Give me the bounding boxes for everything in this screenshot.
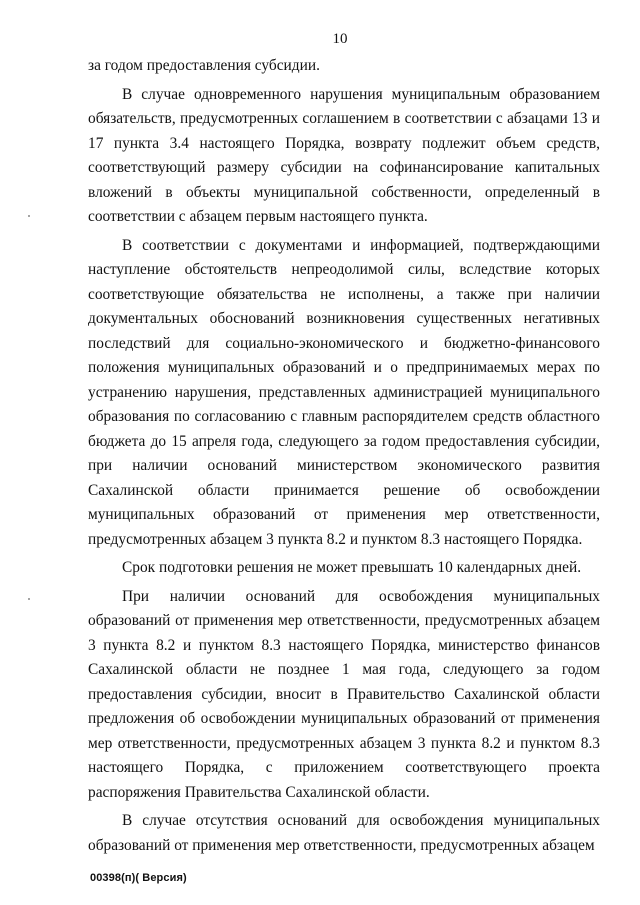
scan-speck <box>28 598 30 600</box>
page-number: 10 <box>332 31 348 47</box>
scan-speck <box>28 215 30 217</box>
paragraph-no-grounds: В случае отсутствия оснований для освобождения муниципальных образований от применения мер ответственности, предусмотренных абзацем <box>88 812 600 854</box>
paragraph-continuation: за годом предоставления субсидии. <box>88 57 320 74</box>
paragraph-return-volume: В случае одновременного нарушения муниципальным образованием обязательств, предусмотренных соглашением в соответствии с абзацами 13 и 17 пункта 3.4 настоящего Порядка, возврату подлежит объем средств, соответствующий размеру субсидии на софинансирование капитальных вложений в объекты муниципальной собственности, определенный в соответствии с абзацем первым настоящего пункта. <box>88 85 600 225</box>
paragraph-decision-deadline: Срок подготовки решения не может превышать 10 календарных дней. <box>122 559 582 576</box>
paragraph-force-majeure: В соответствии с документами и информацией, подтверждающими наступление обстоятельств непреодолимой силы, вследствие которых соответствующие обязательства не исполнены, а также при наличии документальных обоснований возникновения существенных негативных последствий для социально-экономического и бюджетно-финансового положения муниципальных образований и о предпринимаемых мерах по устранению нарушения, представленных администрацией муниципального образования по согласованию с главным распорядителем средств областного бюджета до 15 апреля года, следующего за годом предоставления субсидии, при наличии оснований министерством экономического развития Сахалинской области принимается решение об освобождении муниципальных образований от применения мер ответственности, предусмотренных абзацем 3 пункта 8.2 и пунктом 8.3 настоящего Порядка. <box>88 236 600 548</box>
document-body <box>88 54 600 862</box>
paragraph-ministry-proposal: При наличии оснований для освобождения муниципальных образований от применения мер ответственности, предусмотренных абзацем 3 пункта 8.2 и пунктом 8.3 настоящего Порядка, министерство финансов Сахалинской области не позднее 1 мая года, следующего за годом предоставления субсидии, вносит в Правительство Сахалинской области предложения об освобождении муниципальных образований от применения мер ответственности, предусмотренных абзацем 3 пункта 8.2 и пунктом 8.3 настоящего Порядка, с приложением соответствующего проекта распоряжения Правительства Сахалинской области. <box>88 587 600 801</box>
document-footer-code: 00398(п)( Версия) <box>90 872 187 884</box>
